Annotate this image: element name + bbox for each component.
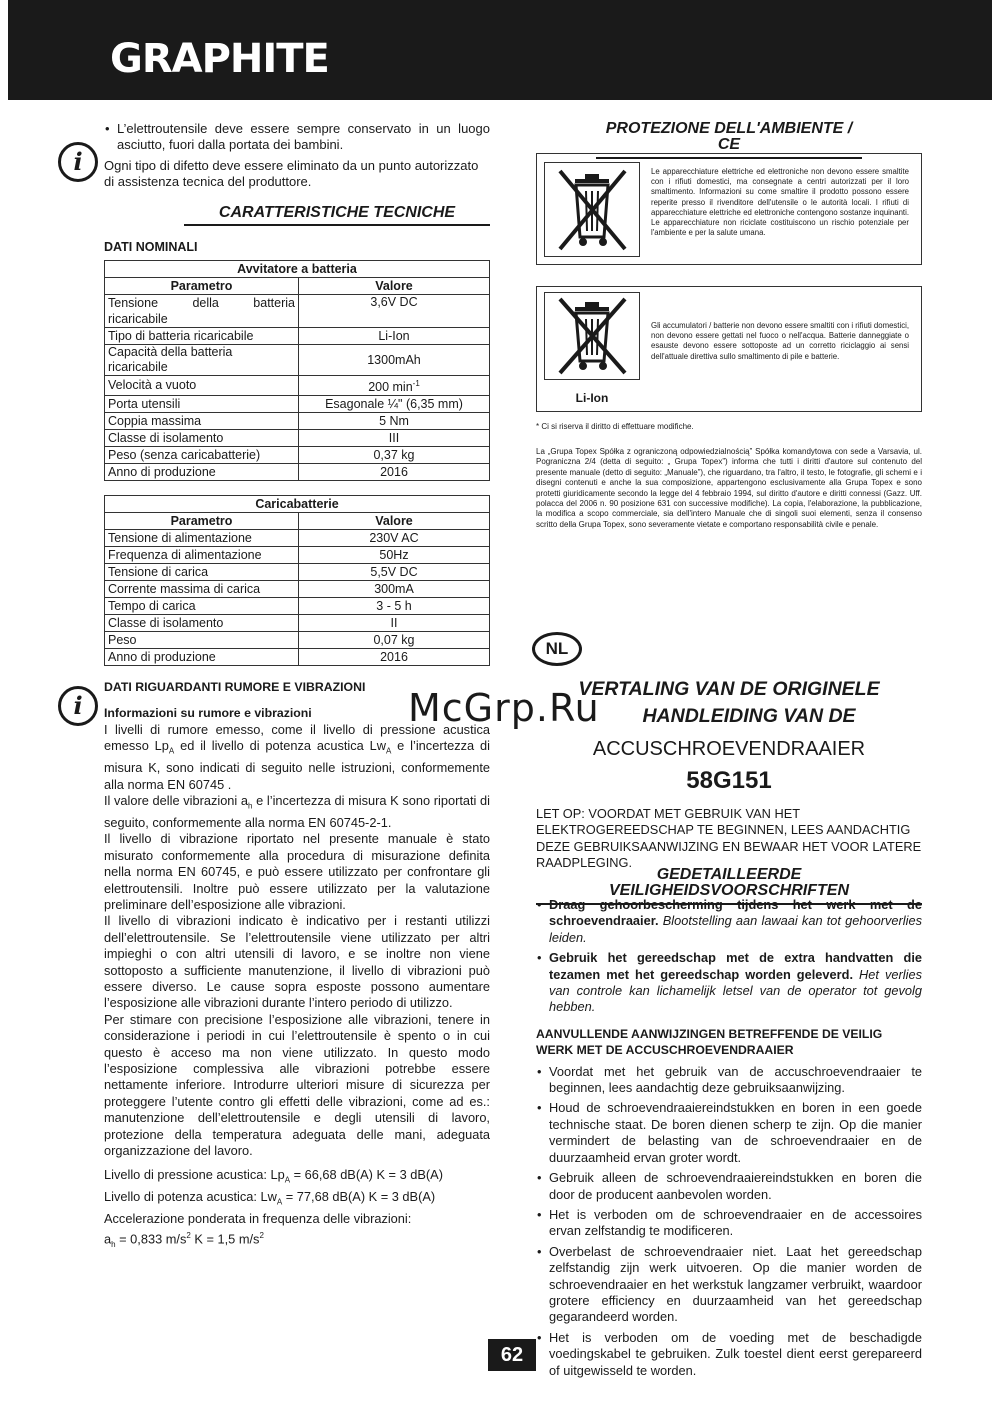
rated-title: DATI NOMINALI — [104, 240, 198, 254]
li-ion-label: Li-Ion — [575, 391, 609, 405]
header-bar — [8, 0, 992, 100]
list-item: • Gebruik het gereedschap met de extra handvatten die tezamen met het gereedschap worden geleverd. Het verlies van controle kan lichamelijk letsel van de operator tot gevolg hebben. — [536, 950, 922, 1016]
storage-bullet: • L’elettroutensile deve essere sempre conservato in un luogo asciutto, fuori dalla portata dei bambini. — [104, 121, 490, 154]
table-row: Corrente massima di carica 300mA — [105, 581, 490, 598]
nl-title-line1: VERTALING VAN DE ORIGINELE — [578, 678, 880, 700]
table-row: Tensione di alimentazione 230V AC — [105, 530, 490, 547]
reserve-note: * Ci si riserva il diritto di effettuare modifiche. — [536, 422, 694, 431]
table-row: Peso (senza caricabatterie) 0,37 kg — [105, 447, 490, 464]
battery-text: Gli accumulatori / batterie non devono essere smaltiti con i rifiuti domestici, non devono essere gettati nel fuoco o nell'acqua. Batterie danneggiate o esauste devono essere sottoposte ad un corretto riciclaggio ai sensi dell'attuale direttiva sullo smaltimento di pile e batterie. — [651, 321, 909, 361]
table-caption: Avvitatore a batteria — [105, 261, 490, 278]
vibration-label: Accelerazione ponderata in frequenza delle vibrazioni: — [104, 1211, 412, 1227]
weee-text: Le apparecchiature elettriche ed elettroniche non devono essere smaltite con i rifiuti domestici, ma consegnate a centri autorizzati per il loro smaltimento. Informazioni su come smaltire il prodotto possono essere reperite presso il rivenditore dell'utensile o le autorità locali. I rifiuti di apparecchiature elettriche ed elettroniche contengono sostanze inquinanti. Le apparecchiature non riciclate costituiscono un rischio potenziale per l'ambiente e per la salute umana. — [651, 167, 909, 238]
env-title: PROTEZIONE DELL'AMBIENTE / CE — [596, 121, 862, 159]
table-row: Classe di isolamento III — [105, 430, 490, 447]
list-item: • Houd de schroevendraaiereindstukken en boren in een goede technische staat. De boren dienen scherp te zijn. Op die manier vermindert de belasting van de schroevendraaier en de duurzaamheid ervan groter wordt. — [536, 1100, 922, 1166]
list-item: • Gebruik alleen de schroevendraaiereindstukken en boren die door de producent aanbevolen worden. — [536, 1170, 922, 1203]
table-row: Tensione della batteria ricaricabile 3,6V DC — [105, 295, 490, 328]
nl-warning: LET OP: VOORDAT MET GEBRUIK VAN HET ELEKTROGEREEDSCHAP TE BEGINNEN, LEES AANDACHTIG DEZE GEBRUIKSAANWIJZING EN BEWAAR HET VOOR LATERE RAADPLEGING. — [536, 806, 922, 870]
list-item: • Overbelast de schroevendraaier niet. Laat het gereedschap zelfstandig zijn werk uitvoeren. Op die manier worden de schroevendraaier en het werkstuk langzamer verbruikt, waardoor grotere efficiency en duurzaamheid van het gereedschap gegarandeerd worden. — [536, 1244, 922, 1326]
screwdriver-spec-table — [104, 260, 490, 481]
copyright-note: La „Grupa Topex Spółka z ograniczoną odpowiedzialnością” Spółka komandytowa con sede a Varsavia, ul. Pograniczna 2/4 (detta di seguito: „ Grupa Topex”) informa che tutti i diritti d'autore sul contenuto del presente manuale (detto di seguito: „Manuale”), che riguardano, tra l'altro, il testo, le fotografie, gli schemi e i disegni contenuti e anche la sua composizione, appartengono esclusivamente alla Grupa Topex e sono protetti giuridicamente secondo la legge del 4 febbraio 1994, sul diritto d'autore e diritti connessi (Gazz. Uff. polacca del 2006 n. 90 posizione 631 con successive modifiche). La copia, l'elaborazione, la pubblicazione, la modifica a scopo commerciale, sia dell'intero Manuale che di singoli suoi elementi, senza il consenso scritto della Grupa Topex, sono severamente vietate e comportano responsabilità civile e penale. — [536, 447, 922, 529]
noise-title: DATI RIGUARDANTI RUMORE E VIBRAZIONI — [104, 680, 366, 694]
safety-title: GEDETAILLEERDE VEILIGHEIDSVOORSCHRIFTEN — [536, 867, 922, 905]
table-row: Tipo di batteria ricaricabile Li-Ion — [105, 328, 490, 345]
table-row: Tensione di carica 5,5V DC — [105, 564, 490, 581]
weee-box — [536, 153, 922, 265]
sound-power-level: Livello di potenza acustica: $Lw_A = 77,68$ dB(A) K = 3 dB(A) — [104, 1189, 436, 1207]
list-item: • Voordat met het gebruik van de accuschroevendraaier te beginnen, lees aandachtig deze gebruiksaanwijzing. — [536, 1064, 922, 1097]
table-row: Coppia massima 5 Nm — [105, 413, 490, 430]
storage-note — [104, 121, 490, 190]
table-row: Porta utensili Esagonale ¼" (6,35 mm) — [105, 396, 490, 413]
noise-paragraph: Il livello di vibrazioni indicato è indicativo per i restanti utilizzi dell’elettroutensile. Se l’elettroutensile viene utilizzato per altri impieghi o con altri utensili di lavoro, e se inoltre non viene sottoposto a sufficiente manutenzione, il livello di vibrazioni può essere diverso. Le cause sopra esposte possono aumentare l’esposizione alle vibrazioni durante l’intero periodo di utilizzo. — [104, 913, 490, 1011]
table-row: Peso 0,07 kg — [105, 632, 490, 649]
info-icon: i — [58, 142, 98, 182]
table-caption: Caricabatterie — [105, 496, 490, 513]
table-row: Capacità della batteria ricaricabile 1300mAh — [105, 345, 490, 376]
tech-section — [104, 205, 490, 226]
watermark: McGrp.Ru — [408, 686, 600, 730]
table-row: Tempo di carica 3 - 5 h — [105, 598, 490, 615]
info-icon: i — [58, 686, 98, 726]
noise-subtitle: Informazioni su rumore e vibrazioni — [104, 706, 312, 721]
battery-box — [536, 286, 922, 412]
vibration-value: $a_h = 0,833$ $m/s^2$ K = 1,5 $m/s^2$ — [104, 1230, 264, 1249]
col-header-param: Parametro — [105, 513, 299, 530]
noise-paragraph: Il livello di vibrazione riportato nel presente manuale è stato misurato conformemente alla procedura di misurazione definita nella norma EN 60745, e può essere utilizzato per confrontare gli elettroutensili. Inoltre può essere utilizzato per la valutazione preliminare dell’esposizione alle vibrazioni. — [104, 831, 490, 912]
nl-model: 58G151 — [686, 767, 772, 794]
table-row: Frequenza di alimentazione 50Hz — [105, 547, 490, 564]
list-item: • Het is verboden om de voeding met de beschadigde voedingskabel te gebruiken. Zulk toestel dient eerst gerepareerd of uitgewisseld te worden. — [536, 1330, 922, 1379]
safety-list — [536, 897, 922, 1383]
recs-title: AANVULLENDE AANWIJZINGEN BETREFFENDE DE VEILIG WERK MET DE ACCUSCHROEVENDRAAIER — [536, 1026, 883, 1058]
table-row: Classe di isolamento II — [105, 615, 490, 632]
brand-logo: GRAPHITE — [110, 36, 329, 82]
list-item: • Het is verboden om de schroevendraaier en de accessoires ervan zelfstandig te modificeren. — [536, 1207, 922, 1240]
nl-language-badge: NL — [532, 632, 582, 666]
table-row: Anno di produzione 2016 — [105, 649, 490, 666]
col-header-value: Valore — [299, 513, 490, 530]
tech-title: CARATTERISTICHE TECNICHE — [184, 205, 490, 226]
nl-title-line2: HANDLEIDING VAN DE — [642, 705, 856, 727]
noise-paragraph: Per stimare con precisione l’esposizione alle vibrazioni, tenere in considerazione i periodi in cui l’elettroutensile è spento o in cui questo è acceso ma non viene utilizzato. In questo modo l’esposizione complessiva alle vibrazioni potrebbe essere nettamente inferiore. Introdurre ulteriori misure di sicurezza per proteggere l’utente contro gli effetti delle vibrazioni, come ad es.: manutenzione dell’elettroutensile e degli utensili di lavoro, protezione della temperatura adeguata delle mani, adeguata organizzazione del lavoro. — [104, 1011, 490, 1159]
noise-paragraph: Il valore delle vibrazioni $a_h$ e l’incertezza di misura K sono riportati di seguito, conformemente alla norma EN 60745-2-1. — [104, 792, 491, 830]
list-item: • Draag gehoorbescherming tijdens het werk met de schroevendraaier. Blootstelling aan lawaai kan tot gehoorverlies leiden. — [536, 897, 922, 946]
noise-paragraph: I livelli di rumore emesso, come il livello di pressione acustica emesso $Lp_A$ ed il livello di potenza acustica $Lw_A$ e l’incertezza di misura K, sono indicati di seguito nelle istruzioni, conformemente alla norma EN 60745 . — [104, 721, 490, 792]
defect-note: Ogni tipo di difetto deve essere eliminato da un punto autorizzato di assistenza tecnica del produttore. — [104, 157, 479, 189]
table-row: Velocità a vuoto 200 $\min^{-1}$ — [105, 376, 490, 396]
charger-spec-table — [104, 495, 490, 666]
nl-title-line3: ACCUSCHROEVENDRAAIER — [592, 738, 866, 760]
crossed-bin-icon — [544, 292, 640, 380]
page-number: 62 — [488, 1339, 536, 1371]
sound-pressure-level: Livello di pressione acustica: $Lp_A = 66,68$ dB(A) K = 3 dB(A) — [104, 1167, 443, 1186]
crossed-bin-icon — [544, 162, 640, 257]
col-header-value: Valore — [299, 278, 490, 295]
col-header-param: Parametro — [105, 278, 299, 295]
noise-section — [104, 679, 490, 1253]
table-row: Anno di produzione 2016 — [105, 464, 490, 481]
